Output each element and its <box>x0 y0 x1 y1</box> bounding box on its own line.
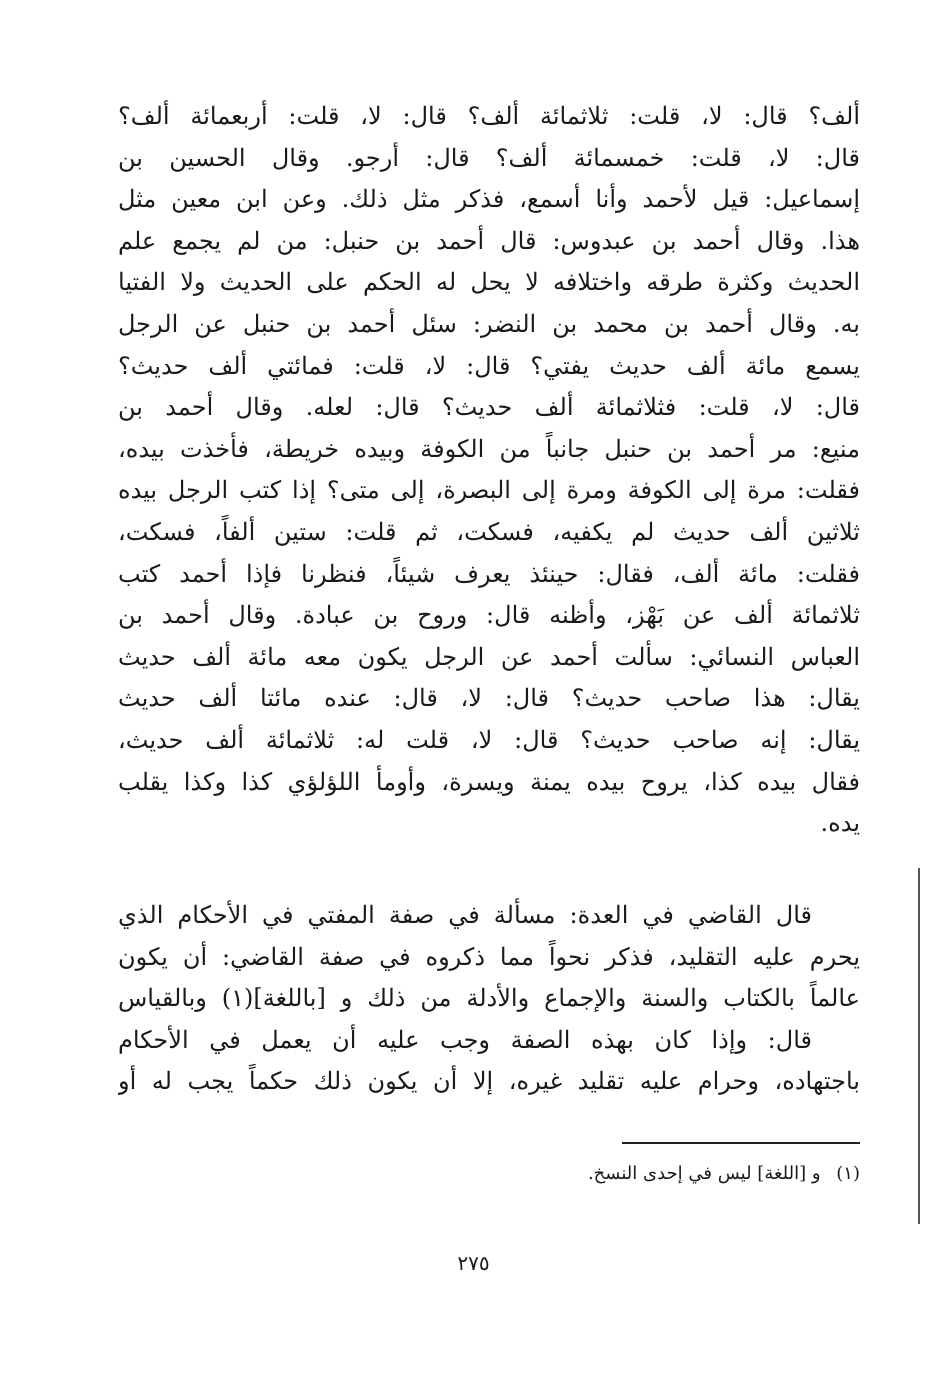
text-line: فقال بيده كذا، يروح بيده يمنة ويسرة، وأومأ اللؤلؤي كذا وكذا يقلب <box>118 767 860 796</box>
text-line: يحرم عليه التقليد، فذكر نحواً مما ذكروه في صفة القاضي: أن يكون <box>118 942 860 971</box>
text-line: يسمع مائة ألف حديث يفتي؟ قال: لا، قلت: فمائتي ألف حديث؟ <box>118 351 860 380</box>
text-line: به. وقال أحمد بن محمد بن النضر: سئل أحمد بن حنبل عن الرجل <box>118 309 860 338</box>
text-line: فقلت: مائة ألف، فقال: حينئذ يعرف شيئاً، فنظرنا فإذا أحمد كتب <box>118 559 860 588</box>
text-line: الحديث وكثرة طرقه واختلافه لا يحل له الحكم على الحديث ولا الفتيا <box>118 268 860 297</box>
text-line: هذا. وقال أحمد بن عبدوس: قال أحمد بن حنبل: من لم يجمع علم <box>118 226 860 255</box>
page-number: ٢٧٥ <box>457 1251 490 1275</box>
text-line: يقال: إنه صاحب حديث؟ قال: لا، قلت له: ثلاثمائة ألف حديث، <box>118 725 860 754</box>
text-line: ألف؟ قال: لا، قلت: ثلاثمائة ألف؟ قال: لا، قلت: أربعمائة ألف؟ <box>118 102 860 130</box>
text-line: إسماعيل: قيل لأحمد وأنا أسمع، فذكر مثل ذلك. وعن ابن معين مثل <box>118 185 860 214</box>
margin-line <box>918 868 920 1224</box>
text-line: قال: لا، قلت: خمسمائة ألف؟ قال: أرجو. وقال الحسين بن <box>118 143 860 172</box>
text-line: يده. <box>820 809 860 838</box>
paragraph-2 <box>118 895 860 1103</box>
footnote-divider <box>622 1142 860 1144</box>
text-line: باجتهاده، وحرام عليه تقليد غيره، إلا أن يكون ذلك حكماً يجب له أو <box>118 1067 860 1096</box>
footnote <box>118 1160 860 1188</box>
text-line: العباس النسائي: سألت أحمد عن الرجل يكون معه مائة ألف حديث <box>118 642 860 671</box>
text-line: فقلت: مرة إلى الكوفة ومرة إلى البصرة، إلى متى؟ إذا كتب الرجل بيده <box>118 476 860 505</box>
footnote-number: (١) <box>836 1163 860 1184</box>
footnote-text: و [اللغة] ليس في إحدى النسخ. <box>587 1163 821 1184</box>
text-line: قال: لا، قلت: فثلاثمائة ألف حديث؟ قال: لعله. وقال أحمد بن <box>118 393 860 422</box>
text-line: ثلاثين ألف حديث لم يكفيه، فسكت، ثم قلت: ستين ألفاً، فسكت، <box>118 517 860 546</box>
text-line: منيع: مر أحمد بن حنبل جانباً من الكوفة وبيده خريطة، فأخذت بيده، <box>118 434 860 463</box>
text-line: قال القاضي في العدة: مسألة في صفة المفتي في الأحكام الذي <box>118 901 812 929</box>
paragraph-1 <box>118 96 860 845</box>
text-line: ثلاثمائة ألف عن بَهْز، وأظنه قال: وروح بن عبادة. وقال أحمد بن <box>118 601 860 630</box>
text-line: عالماً بالكتاب والسنة والإجماع والأدلة من ذلك و [باللغة](١) وبالقياس <box>118 984 860 1013</box>
text-line: يقال: هذا صاحب حديث؟ قال: لا، قال: عنده مائتا ألف حديث <box>118 684 860 713</box>
text-line: قال: وإذا كان بهذه الصفة وجب عليه أن يعمل في الأحكام <box>118 1025 812 1054</box>
